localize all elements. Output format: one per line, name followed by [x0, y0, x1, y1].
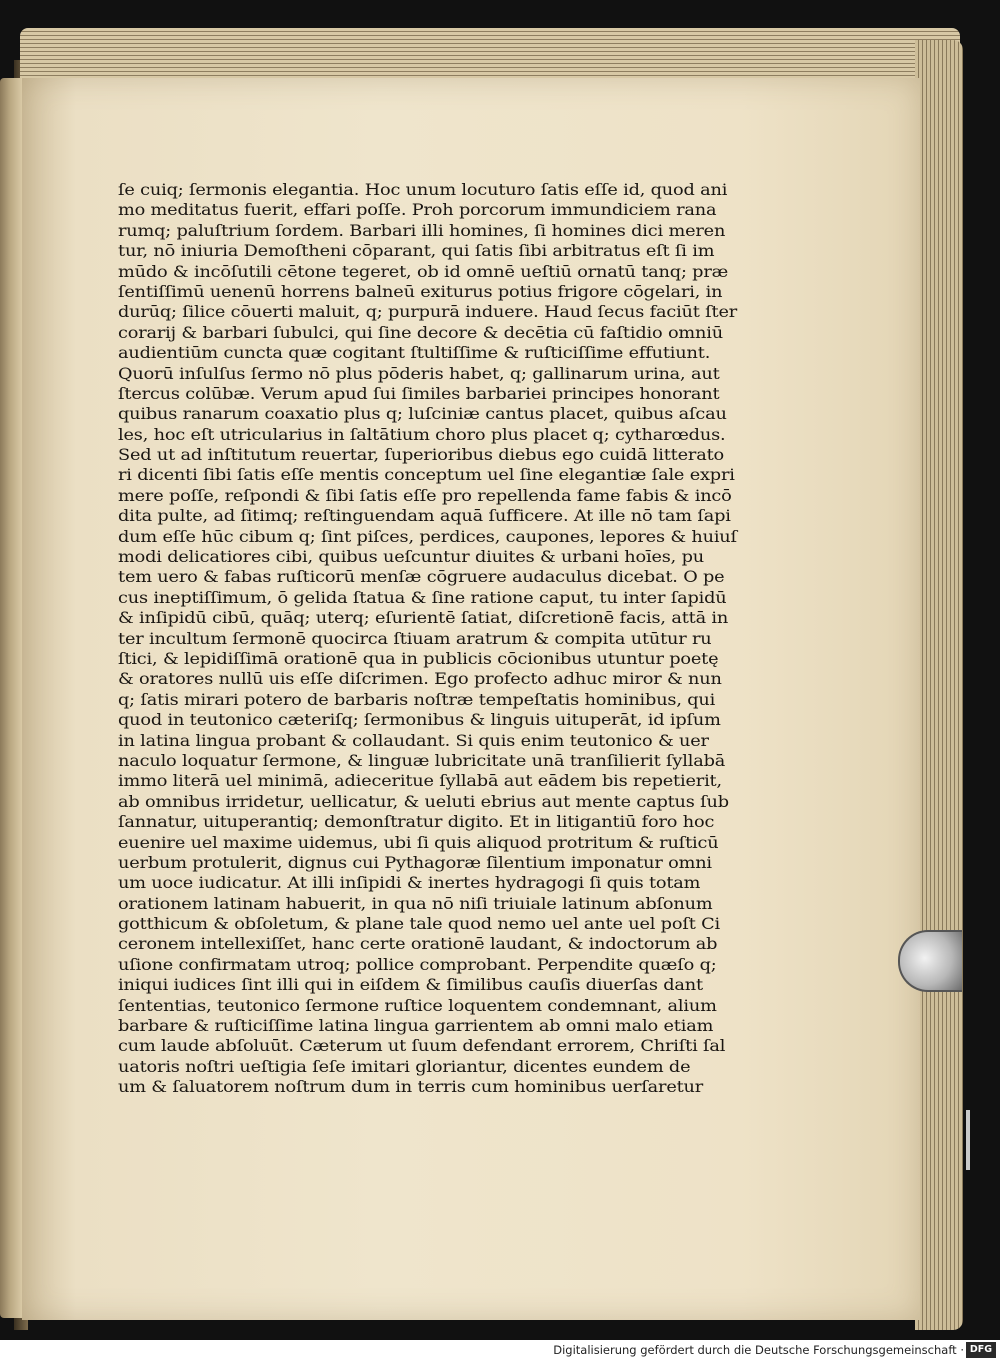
text-line: immo literā uel minimā, adieceritue ſyllabā aut eādem bis repetierit,	[118, 772, 722, 791]
text-line: rumq; paluſtrium ſordem. Barbari illi homines, ſi homines dici meren	[118, 221, 726, 240]
text-line: audientiūm cuncta quæ cogitant ſtultiſſime & ruſticiſſime effutiunt.	[118, 344, 711, 363]
text-line: ſe cuiq; ſermonis elegantia. Hoc unum locuturo ſatis eſſe id, quod ani	[118, 181, 728, 199]
text-line: modi delicatiores cibi, quibus ueſcuntur diuites & urbani hoīes, pu	[118, 548, 704, 567]
footer-bar	[0, 1340, 1000, 1362]
text-line: mūdo & incōſutili cētone tegeret, ob id omnē ueſtiū ornatū tanq; præ	[118, 262, 729, 281]
text-line: tur, nō iniuria Demoſtheni cōparant, qui ſatis ſibi arbitratus eſt ſi im	[118, 242, 715, 261]
text-line: ſententias, teutonico ſermone ruſtice loquentem condemnant, alium	[118, 996, 717, 1015]
text-line: mo meditatus fuerit, effari poſſe. Proh porcorum immundiciem rana	[118, 201, 717, 220]
text-line: dum eſſe hūc cibum q; ſint piſces, perdices, caupones, lepores & huiuſ	[118, 527, 737, 546]
edge-marker	[966, 1110, 970, 1170]
text-line: ſtercus colūbæ. Verum apud ſui ſimiles barbariei principes honorant	[118, 384, 720, 403]
text-line: & inſipidū cibū, quāq; uterq; eſurientē ſatiat, diſcretionē facis, attā in	[118, 609, 729, 628]
page-stack-right-edge	[915, 40, 963, 1330]
text-line: ſannatur, uituperantiq; demonſtratur digito. Et in litigantiū foro hoc	[118, 813, 715, 832]
text-line: ter incultum ſermonē quocirca ſtiuam aratrum & compita utūtur ru	[118, 629, 712, 648]
text-line: euenire uel maxime uidemus, ubi ſi quis aliquod protritum & ruſticū	[118, 833, 719, 852]
digitization-credit: Digitalisierung gefördert durch die Deutsche Forschungsgemeinschaft ·	[553, 1343, 964, 1357]
text-line: ceronem intellexiſſet, hanc certe orationē laudant, & indoctorum ab	[118, 935, 718, 954]
text-line: ab omnibus irridetur, uellicatur, & ueluti ebrius aut mente captus ſub	[118, 792, 729, 811]
dfg-logo: DFG	[966, 1342, 996, 1358]
text-line: iniqui iudices ſint illi qui in eiſdem & ſimilibus cauſis diuerſas dant	[118, 976, 703, 995]
text-line: Quorū inſulſus ſermo nō plus pōderis habet, q; gallinarum urina, aut	[118, 364, 720, 383]
text-line: orationem latinam habuerit, in qua nō niſi triuiale latinum abſonum	[118, 894, 713, 913]
text-line: uatoris noſtri ueſtigia ſeſe imitari gloriantur, dicentes eundem de	[118, 1057, 691, 1076]
text-line: ſtici, & lepidiſſimā orationē qua in publicis cōcionibus utuntur poetę	[118, 649, 719, 668]
text-line: um & ſaluatorem noſtrum dum in terris cum hominibus uerſaretur	[118, 1078, 704, 1097]
text-line: cum laude abſoluūt. Cæterum ut ſuum defendant errorem, Chriſti ſal	[118, 1037, 726, 1056]
text-line: mere poſſe, reſpondi & ſibi ſatis eſſe pro repellenda fame fabis & incō	[118, 486, 732, 505]
text-line: Sed ut ad inſtitutum reuertar, ſuperioribus diebus ego cuidā litterato	[118, 446, 725, 465]
text-line: ſentiſſimū uenenū horrens balneū exiturus potius frigore cōgelari, in	[118, 282, 723, 301]
text-line: uerbum protulerit, dignus cui Pythagoræ ſilentium imponatur omni	[118, 853, 712, 872]
text-line: quod in teutonico cæteriſq; ſermonibus & linguis uituperāt, id ipſum	[118, 711, 721, 730]
text-line: um uoce iudicatur. At illi inſipidi & inertes hydragogi ſi quis totam	[118, 874, 701, 893]
text-line: dita pulte, ad ſitimq; reſtinguendam aquā ſufficere. At ille nō tam ſapi	[118, 507, 731, 526]
text-line: durūq; ſilice cōuerti maluit, q; purpurā induere. Haud ſecus faciūt ſter	[118, 303, 738, 322]
text-line: corarij & barbari ſubulci, qui ſine decore & decētia cū faſtidio omniū	[118, 323, 723, 342]
text-line: uſione confirmatam utroq; pollice comprobant. Perpendite quæſo q;	[118, 955, 717, 974]
text-line: quibus ranarum coaxatio plus q; luſciniæ cantus placet, quibus aſcau	[118, 405, 727, 424]
text-line: les, hoc eſt utricularius in ſaltātium choro plus placet q; cytharœdus.	[118, 425, 726, 444]
page-clip	[898, 930, 962, 992]
text-line: q; ſatis mirari potero de barbaris noſtræ tempeſtatis hominibus, qui	[118, 690, 716, 709]
text-line: gotthicum & obſoletum, & plane tale quod nemo uel ante uel poſt Ci	[118, 915, 720, 934]
text-line: ri dicenti ſibi ſatis eſſe mentis conceptum uel ſine elegantiæ ſale expri	[118, 466, 735, 485]
printed-text-block	[118, 180, 770, 1098]
text-line: & oratores nullū uis eſſe diſcrimen. Ego profecto adhuc miror & nun	[118, 670, 722, 689]
text-line: barbare & ruſticiſſime latina lingua garrientem ab omni malo etiam	[118, 1017, 714, 1036]
page-stack-top-edge	[20, 28, 960, 80]
facing-page-edge	[0, 78, 22, 1318]
text-line: in latina lingua probant & collaudant. Si quis enim teutonico & uer	[118, 731, 709, 750]
text-line: cus ineptiſſimum, ō gelida ſtatua & ſine ratione caput, tu inter ſapidū	[118, 588, 727, 607]
text-line: naculo loquatur ſermone, & linguæ lubricitate unā tranſilierit ſyllabā	[118, 751, 726, 770]
text-line: tem uero & fabas ruſticorū menſæ cōgruere audaculus dicebat. O pe	[118, 568, 725, 587]
